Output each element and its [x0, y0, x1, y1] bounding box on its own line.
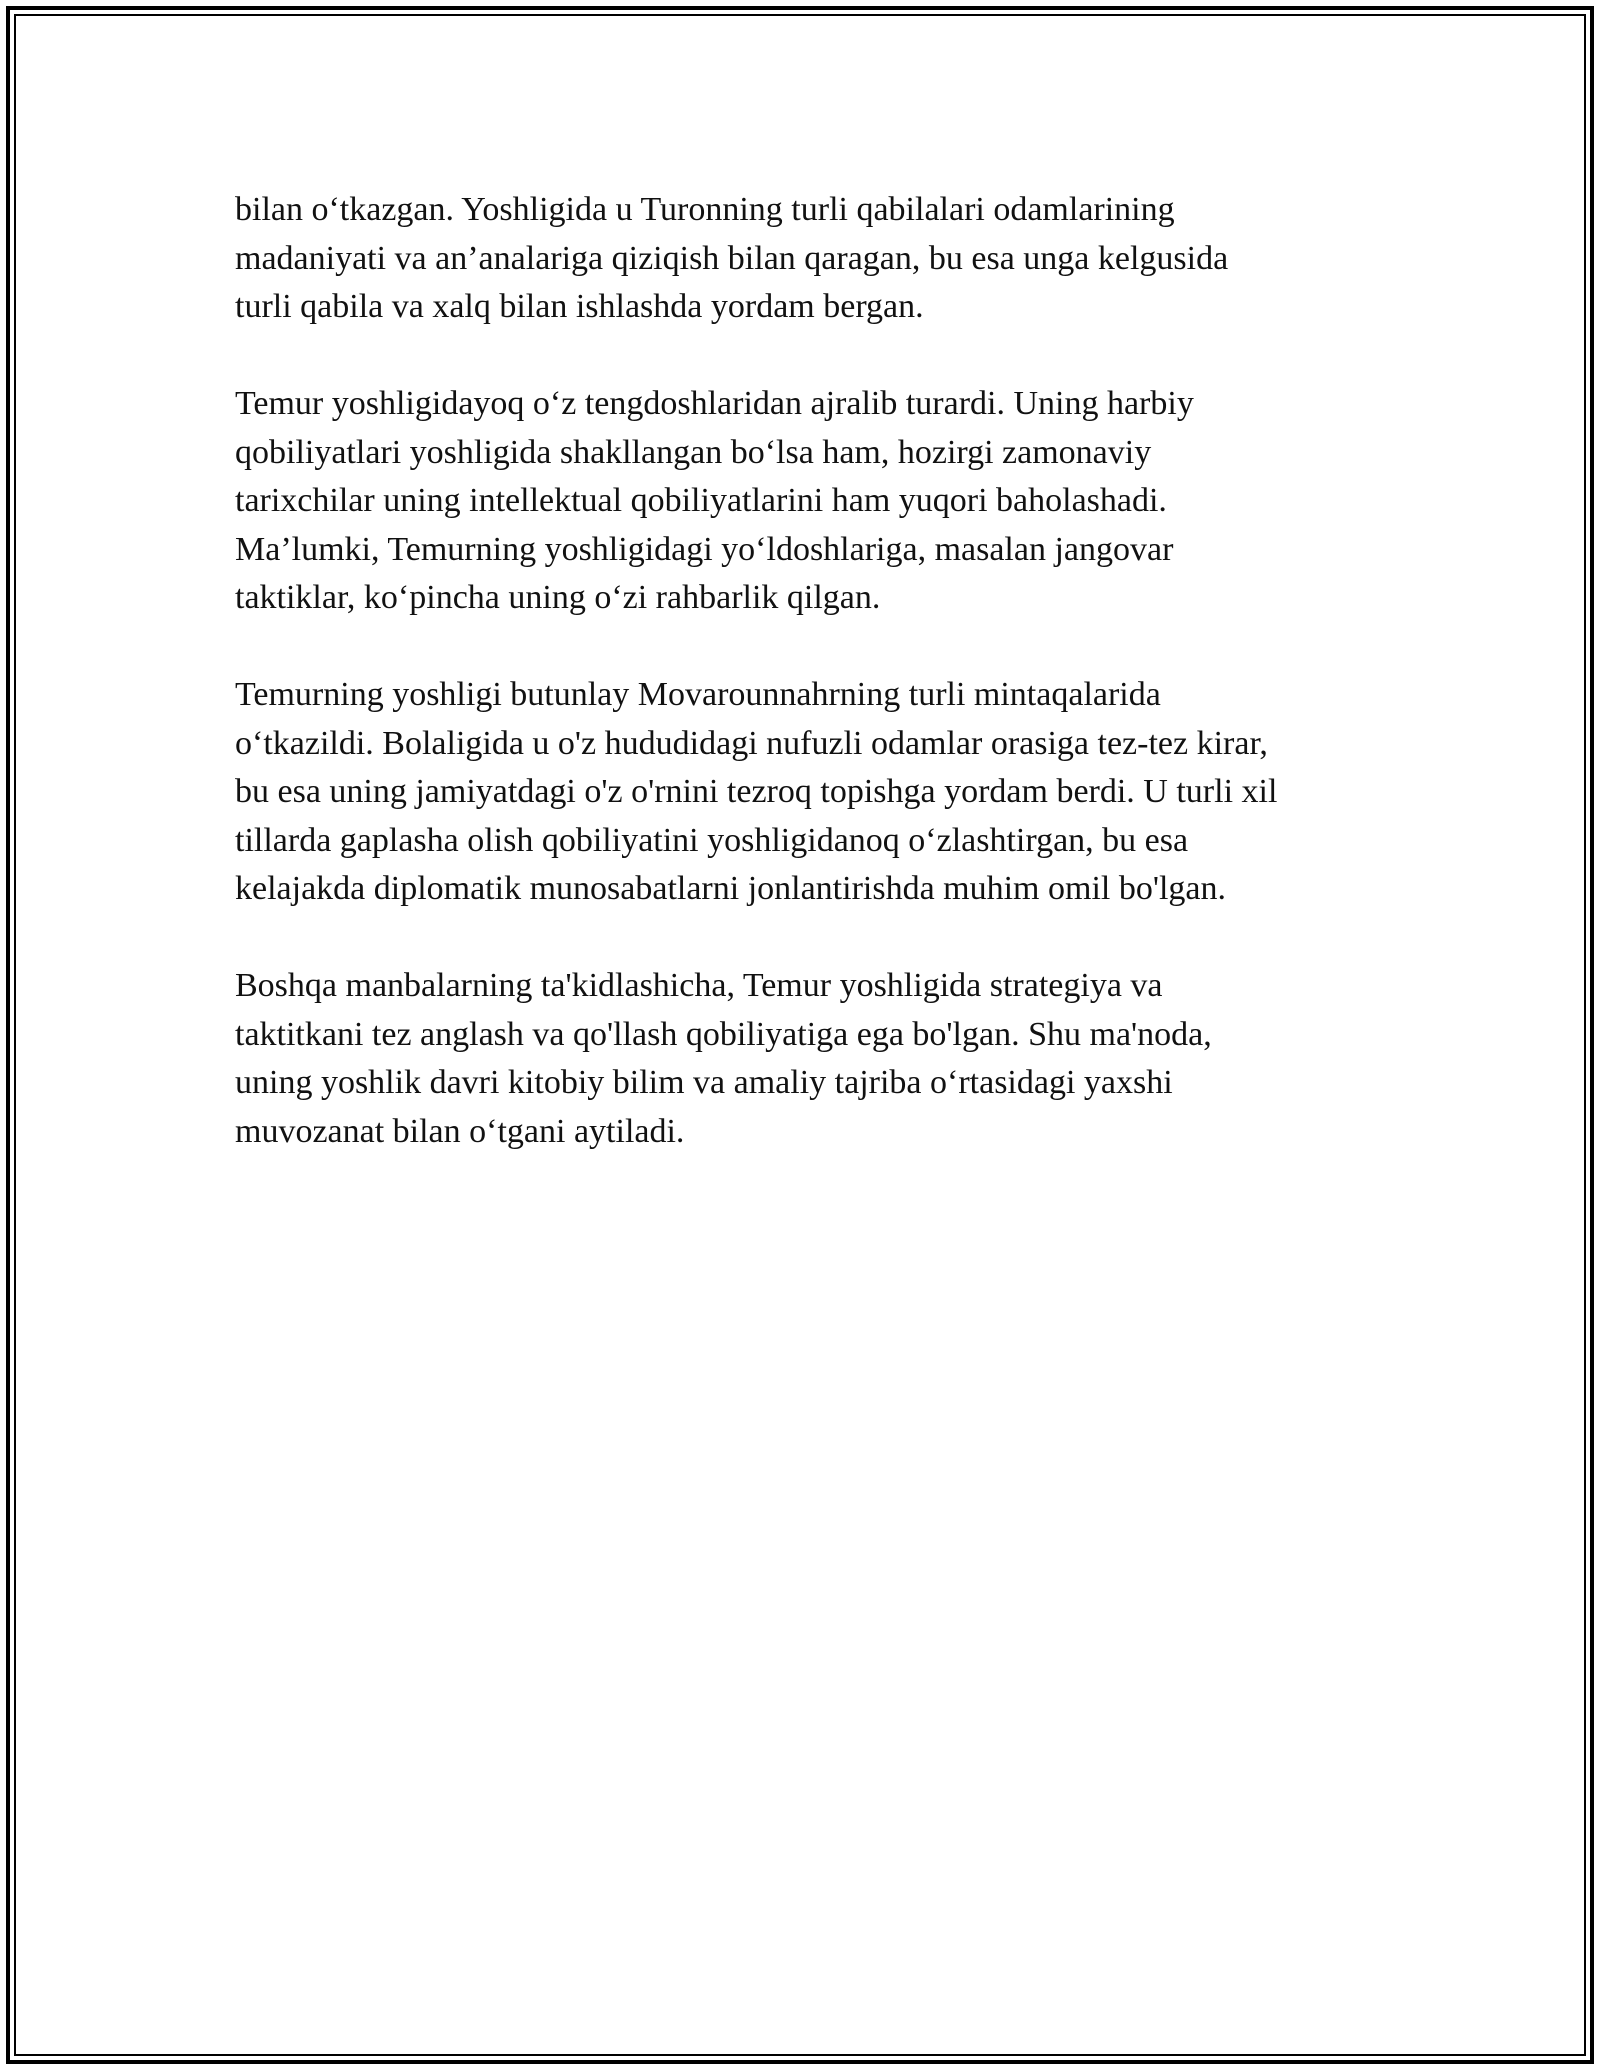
paragraph-2: Temur yoshligidayoq o‘z tengdoshlaridan ajralib turardi. Uning harbiy qobiliyatlari yoshligida shakllangan bo‘lsa ham, hozirgi zamonaviy tarixchilar uning intellektual qobiliyatlarini ham yuqori baholashadi. Ma’lumki, Temurning yoshligidagi yo‘ldoshlariga, masalan jangovar taktiklar, ko‘pincha uning o‘zi rahbarlik qilgan. — [235, 385, 1194, 616]
paragraph-4: Boshqa manbalarning ta'kidlashicha, Temur yoshligida strategiya va taktitkani tez anglash va qo'llash qobiliyatiga ega bo'lgan. Shu ma'noda, uning yoshlik davri kitobiy bilim va amaliy tajriba o‘rtasidagi yaxshi muvozanat bilan o‘tgani aytiladi. — [235, 967, 1212, 1150]
paragraph-1: bilan o‘tkazgan. Yoshligida u Turonning turli qabilalari odamlarining madaniyati va an’analariga qiziqish bilan qaragan, bu esa unga kelgusida turli qabila va xalq bilan ishlashda yordam bergan. — [235, 191, 1229, 325]
document-body — [235, 186, 1385, 1205]
paragraph-3: Temurning yoshligi butunlay Movarounnahrning turli mintaqalarida o‘tkazildi. Bolaligida u o'z hududidagi nufuzli odamlar orasiga tez-tez kirar, bu esa uning jamiyatdagi o'z o'rnini tezroq topishga yordam berdi. U turli xil tillarda gaplasha olish qobiliyatini yoshligidanoq o‘zlashtirgan, bu esa kelajakda diplomatik munosabatlarni jonlantirishda muhim omil bo'lgan. — [235, 676, 1278, 907]
